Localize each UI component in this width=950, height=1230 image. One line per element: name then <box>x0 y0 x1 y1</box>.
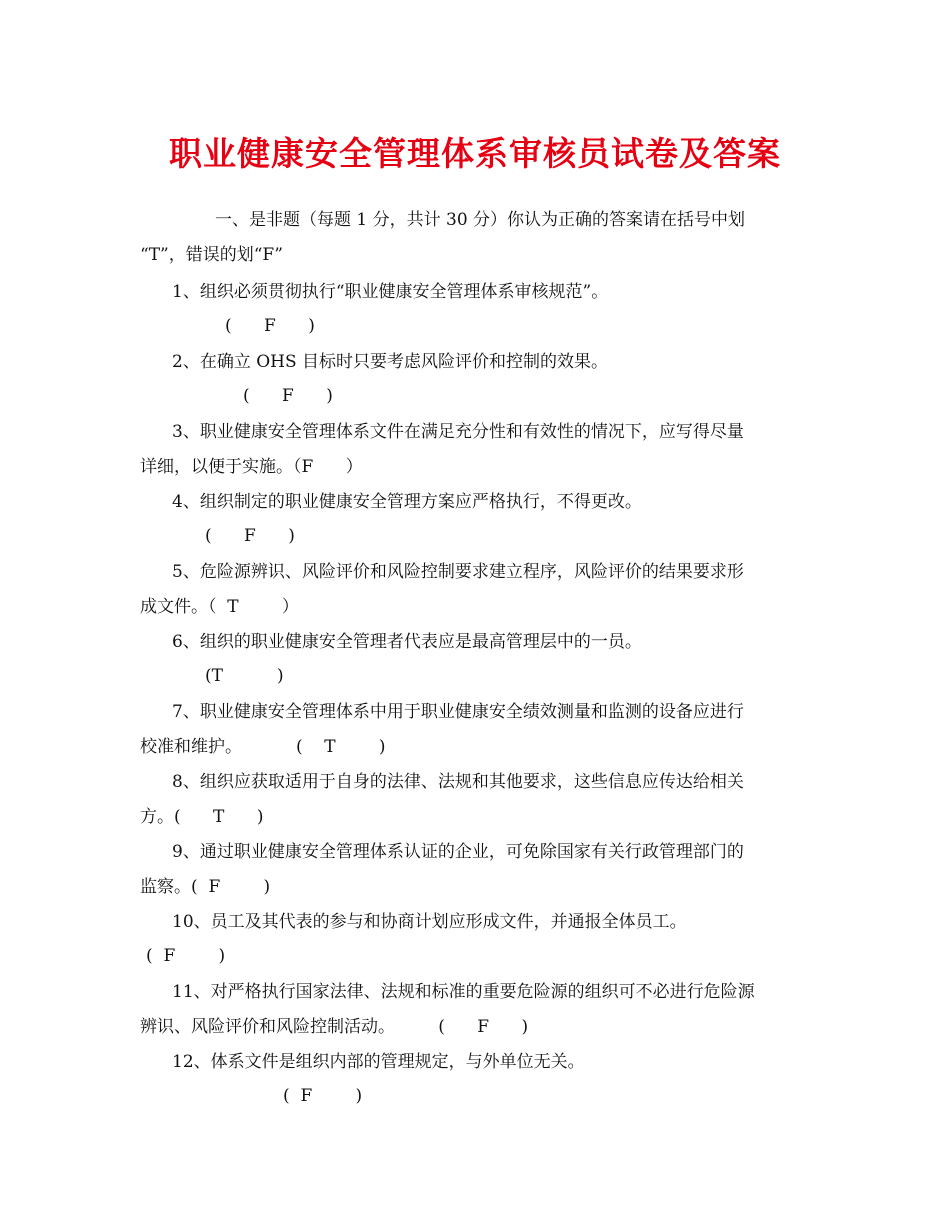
answer-6: (T ) <box>205 666 284 686</box>
question-4: 4、组织制定的职业健康安全管理方案应严格执行，不得更改。 <box>172 492 642 512</box>
question-7-cont: 校准和维护。 ( T ) <box>140 737 386 757</box>
question-10: 10、员工及其代表的参与和协商计划应形成文件，并通报全体员工。 <box>172 912 687 932</box>
question-8-cont: 方。( T ) <box>140 807 264 827</box>
question-1: 1、组织必须贯彻执行“职业健康安全管理体系审核规范”。 <box>172 282 609 302</box>
question-7: 7、职业健康安全管理体系中用于职业健康安全绩效测量和监测的设备应进行 <box>172 702 744 722</box>
question-3-cont: 详细，以便于实施。（F ） <box>140 457 363 477</box>
document-title: 职业健康安全管理体系审核员试卷及答案 <box>169 134 781 173</box>
question-2: 2、在确立 OHS 目标时只要考虑风险评价和控制的效果。 <box>172 352 609 372</box>
question-5: 5、危险源辨识、风险评价和风险控制要求建立程序，风险评价的结果要求形 <box>172 562 744 582</box>
section-heading-cont: “T”，错误的划“F” <box>140 245 283 265</box>
question-9-cont: 监察。( F ) <box>140 877 271 897</box>
answer-12: ( F ) <box>283 1086 363 1106</box>
question-11-cont: 辨识、风险评价和风险控制活动。 ( F ) <box>140 1017 529 1037</box>
answer-4: ( F ) <box>205 526 295 546</box>
question-5-cont: 成文件。（ T ） <box>140 597 299 617</box>
section-heading: 一、是非题（每题 1 分，共计 30 分）你认为正确的答案请在括号中划 <box>215 210 746 230</box>
question-6: 6、组织的职业健康安全管理者代表应是最高管理层中的一员。 <box>172 632 642 652</box>
question-11: 11、对严格执行国家法律、法规和标准的重要危险源的组织可不必进行危险源 <box>172 982 755 1002</box>
answer-1: ( F ) <box>225 316 315 336</box>
question-8: 8、组织应获取适用于自身的法律、法规和其他要求，这些信息应传达给相关 <box>172 772 744 792</box>
question-12: 12、体系文件是组织内部的管理规定，与外单位无关。 <box>172 1052 585 1072</box>
question-9: 9、通过职业健康安全管理体系认证的企业，可免除国家有关行政管理部门的 <box>172 842 744 862</box>
answer-2: ( F ) <box>243 386 333 406</box>
answer-10: ( F ) <box>146 946 226 966</box>
question-3: 3、职业健康安全管理体系文件在满足充分性和有效性的情况下，应写得尽量 <box>172 422 744 442</box>
